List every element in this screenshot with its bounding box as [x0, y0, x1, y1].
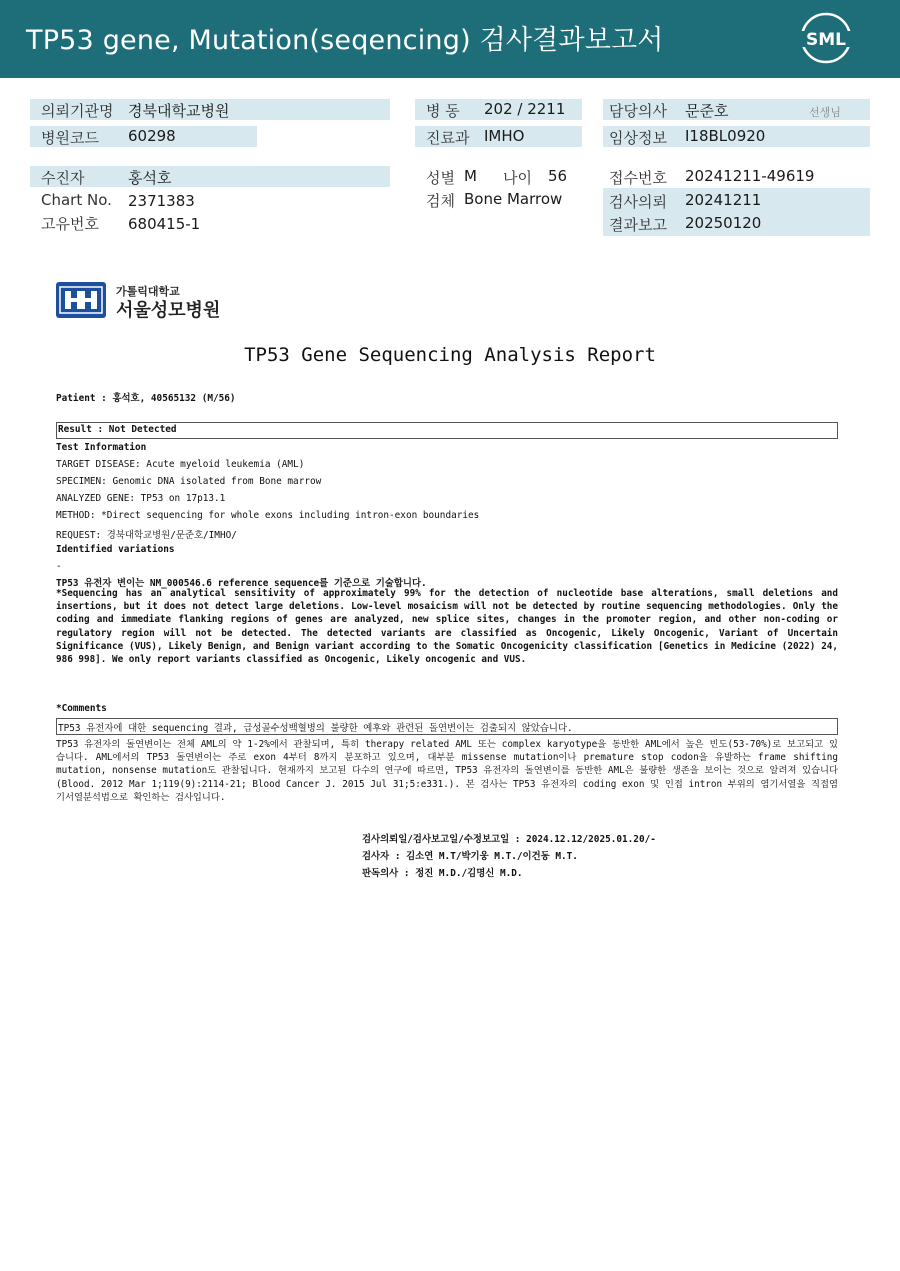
report-patient: Patient : 홍석호, 40565132 (M/56) — [56, 393, 236, 404]
test-info-heading: Test Information — [56, 442, 147, 453]
page-title: TP53 gene, Mutation(seqencing) 검사결과보고서 — [26, 25, 664, 56]
doctor-value: 문준호 — [685, 102, 729, 120]
report-label: 결과보고 — [609, 216, 667, 234]
comments-heading: *Comments — [56, 703, 107, 714]
dept-label: 진료과 — [426, 129, 470, 147]
unique-label: 고유번호 — [41, 215, 99, 233]
hospital-emblem-icon — [55, 281, 107, 319]
institution-value: 경북대학교병원 — [128, 102, 230, 120]
hospital-name-line2: 서울성모병원 — [116, 300, 221, 321]
specimen-line: SPECIMEN: Genomic DNA isolated from Bone marrow — [56, 476, 322, 487]
sensitivity-note: *Sequencing has an analytical sensitivity of approximately 99% for the detection of nucleotide base alterations, small deletions and insertions, but it does not detect large deletions. Low-level mosaicism will not be detected by routine sequencing methodologies. Only the coding and immediate flanking regions of genes are analyzed, new splice sites, changes in the promoter region, and other non-coding or regulatory region will not be detected. The detected variants are classified as Oncogenic, Likely Oncogenic, Variant of Uncertain Significance (VUS), Likely Benign, and Benign variant according to the Somatic Oncogenicity classification [Genetics in Medicine (2022) 24, 986 998]. We only report variants classified as Oncogenic, Likely oncogenic and VUS. — [56, 588, 838, 666]
ward-label: 병 동 — [426, 102, 460, 120]
unique-value: 680415-1 — [128, 215, 201, 233]
comment-summary: TP53 유전자에 대한 sequencing 결과, 급성골수성백혈병의 불량한 예후와 관련된 돌연변이는 검출되지 않았습니다. — [58, 723, 573, 734]
receipt-value: 20241211-49619 — [685, 167, 815, 185]
hospital-code-label: 병원코드 — [41, 129, 99, 147]
analyzed-gene: ANALYZED GENE: TP53 on 17p13.1 — [56, 493, 226, 504]
identified-heading: Identified variations — [56, 544, 175, 555]
doctor-label: 담당의사 — [609, 102, 667, 120]
clinical-value: I18BL0920 — [685, 127, 766, 145]
dept-value: IMHO — [484, 127, 525, 145]
tester-line: 검사자 : 김소연 M.T/박기웅 M.T./이건동 M.T. — [362, 851, 578, 862]
clinical-label: 임상정보 — [609, 129, 667, 147]
patient-value: 홍석호 — [128, 169, 172, 187]
age-value: 56 — [548, 167, 568, 185]
reference-note: TP53 유전자 변이는 NM_000546.6 reference sequence를 기준으로 기술합니다. — [56, 578, 427, 589]
sml-logo-icon — [800, 12, 852, 64]
specimen-value: Bone Marrow — [464, 190, 563, 208]
target-disease: TARGET DISEASE: Acute myeloid leukemia (AML) — [56, 459, 305, 470]
comment-body: TP53 유전자의 돌연변이는 전체 AML의 약 1-2%에서 관찰되며, 특히 therapy related AML 또는 complex karyotype을 동반한 AML에서 높은 빈도(53-70%)로 보고되고 있습니다. AML에서의 TP53 돌연변이는 주로 exon 4부터 8까지 분포하고 있으며, 대부분 missense mutation이나 premature stop codon을 유발하는 frame shifting mutation, nonsense mutation도 관찰됩니다. 현재까지 보고된 다수의 연구에 따르면, TP53 유전자의 돌연변이를 동반한 AML은 불량한 생존을 보이는 것으로 알려져 있습니다 (Blood. 2012 Mar 1;119(9):2114-21; Blood Cancer J. 2015 Jul 31;5:e331.). 본 검사는 TP53 유전자의 coding exon 및 인접 intron 부위의 염기서열을 직접염기서열분석법으로 확인하는 검사입니다. — [56, 739, 838, 803]
report-title: TP53 Gene Sequencing Analysis Report — [244, 344, 656, 366]
method-line: METHOD: *Direct sequencing for whole exons including intron-exon boundaries — [56, 510, 480, 521]
request-label: 검사의뢰 — [609, 193, 667, 211]
patient-label: 수진자 — [41, 169, 85, 187]
receipt-label: 접수번호 — [609, 169, 667, 187]
ward-value: 202 / 2211 — [484, 100, 566, 118]
identified-dash: - — [56, 561, 62, 572]
report-dates: 검사의뢰일/검사보고일/수정보고일 : 2024.12.12/2025.01.20/- — [362, 834, 656, 845]
doctor-suffix: 선생님 — [809, 106, 841, 119]
sex-label: 성별 — [426, 169, 455, 187]
request-value: 20241211 — [685, 191, 762, 209]
institution-label: 의뢰기관명 — [41, 102, 114, 120]
reader-line: 판독의사 : 정진 M.D./김명신 M.D. — [362, 868, 523, 879]
sex-value: M — [464, 167, 477, 185]
report-value: 20250120 — [685, 214, 762, 232]
chart-label: Chart No. — [41, 191, 112, 209]
header-bar — [0, 0, 900, 78]
request-line: REQUEST: 경북대학교병원/문준호/IMHO/ — [56, 530, 237, 541]
logo-text: SML — [806, 30, 846, 50]
result-text: Result : Not Detected — [58, 424, 177, 435]
specimen-label: 검체 — [426, 192, 455, 210]
chart-value: 2371383 — [128, 192, 195, 210]
hospital-name-line1: 가톨릭대학교 — [116, 285, 180, 298]
age-label: 나이 — [503, 169, 532, 187]
hospital-code-value: 60298 — [128, 127, 176, 145]
